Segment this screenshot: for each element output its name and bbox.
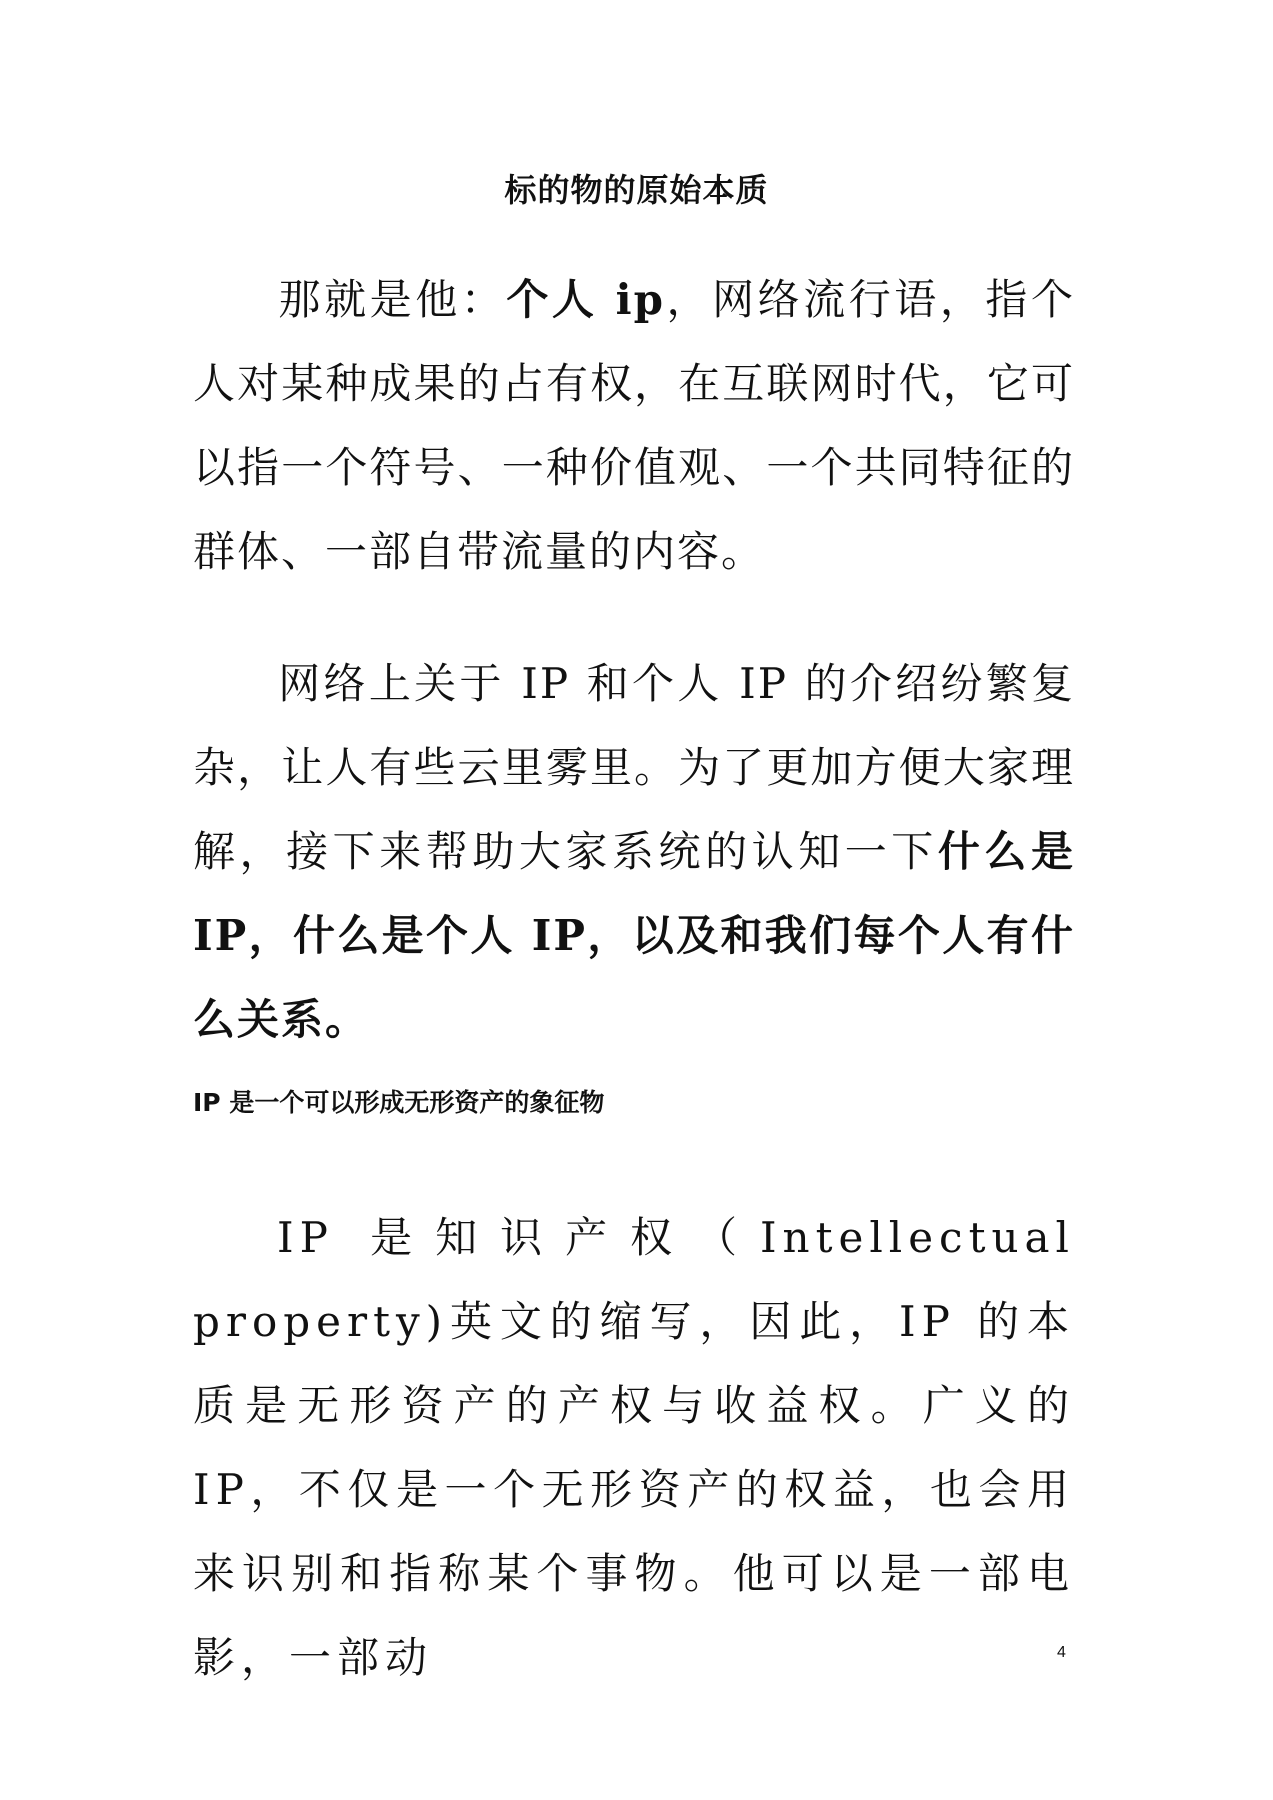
paragraph-bold-question: 什么是 IP，什么是个人 IP，以及和我们每个人有什么关系。 [193,827,1075,1044]
paragraph-body-text: 网络上关于 IP 和个人 IP 的介绍纷繁复杂，让人有些云里雾里。为了更加方便大家理解，接下来帮助大家系统的认知一下 [193,659,1075,876]
page-number: 4 [1057,1644,1066,1661]
paragraph-ip-definition [193,258,1075,594]
paragraph-ip-introduction [193,642,1075,1062]
paragraph-bold-term: 个人 ip [506,275,665,324]
paragraph-ip-meaning [193,1196,1075,1700]
paragraph-lead-text: 那就是他： [277,275,507,324]
section-title: 标的物的原始本质 [504,171,769,209]
paragraph-body-text: ，网络流行语，指个人对某种成果的占有权，在互联网时代，它可以指一个符号、一种价值观、一个共同特征的群体、一部自带流量的内容。 [193,275,1075,576]
subheading: IP 是一个可以形成无形资产的象征物 [193,1088,605,1117]
paragraph-body-text: IP 是知识产权（Intellectual property)英文的缩写，因此，IP 的本质是无形资产的产权与收益权。广义的 IP，不仅是一个无形资产的权益，也会用来识别和指称某个事物。他可以是一部电影，一部动 [193,1213,1075,1682]
